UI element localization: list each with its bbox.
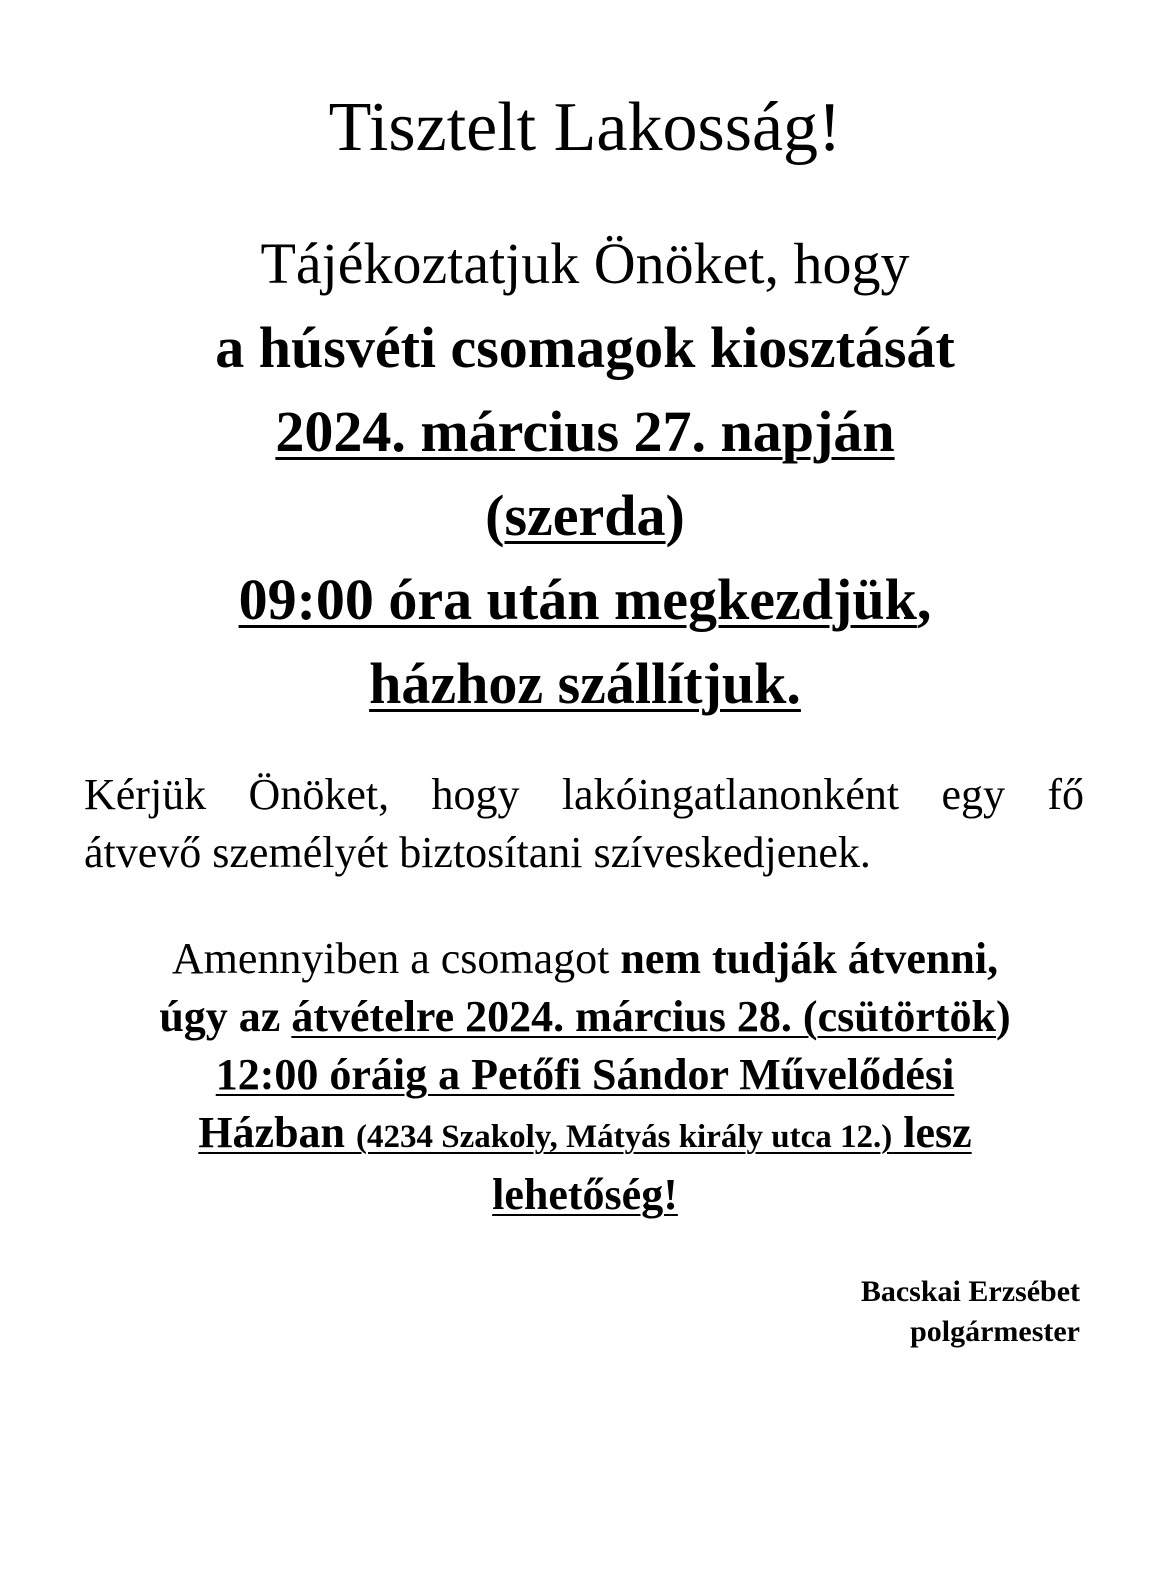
pickup-address: (4234 Szakoly, Mátyás király utca 12.): [356, 1119, 893, 1155]
alternative-pickup-paragraph: [0, 930, 1170, 1224]
pickup-place: Házban: [198, 1108, 357, 1157]
distribution-weekday: [0, 474, 1170, 558]
alternative-line-5: lehetőség!: [492, 1170, 678, 1219]
alternative-line-2-bold: úgy az: [159, 992, 292, 1041]
alternative-line-1: [0, 930, 1170, 988]
alternative-line-2: [0, 988, 1170, 1046]
distribution-time-comma: ,: [916, 567, 932, 632]
alternative-line-4: [0, 1104, 1170, 1166]
weekday-paren-close: ): [665, 483, 685, 548]
alternative-line-1-normal: Amennyiben a csomagot: [171, 934, 621, 983]
request-line-1: Kérjük Önöket, hogy lakóingatlanonként egy fő: [84, 770, 1084, 819]
distribution-date: 2024. március 27. napján: [275, 399, 895, 464]
home-delivery-text: házhoz szállítjuk.: [369, 651, 801, 716]
intro-line-1: Tájékoztatjuk Önöket, hogy: [260, 231, 910, 296]
intro-line-2: a húsvéti csomagok kiosztását: [215, 315, 955, 380]
greeting-heading: Tisztelt Lakosság!: [328, 89, 842, 166]
weekday-text: szerda: [504, 483, 666, 548]
pickup-time-place: 12:00 óráig a Petőfi Sándor Művelődési: [215, 1050, 955, 1099]
distribution-time: [0, 558, 1170, 642]
request-line-2: átvevő személyét biztosítani szíveskedjenek.: [84, 828, 871, 877]
pickup-date-close: ): [996, 992, 1011, 1041]
signature-block: [861, 1272, 1080, 1352]
pickup-date: átvételre 2024. március 28. (csütörtök: [291, 992, 996, 1041]
alternative-line-1-bold: nem tudják átvenni,: [620, 934, 999, 983]
distribution-time-text: 09:00 óra után megkezdjük: [238, 567, 917, 632]
alternative-lesz: lesz: [892, 1108, 972, 1157]
weekday-paren-open: (: [485, 483, 505, 548]
signature-name: Bacskai Erzsébet: [860, 1275, 1080, 1308]
signature-title: polgármester: [910, 1315, 1080, 1348]
intro-block: [0, 222, 1170, 726]
request-paragraph: [84, 766, 1084, 882]
